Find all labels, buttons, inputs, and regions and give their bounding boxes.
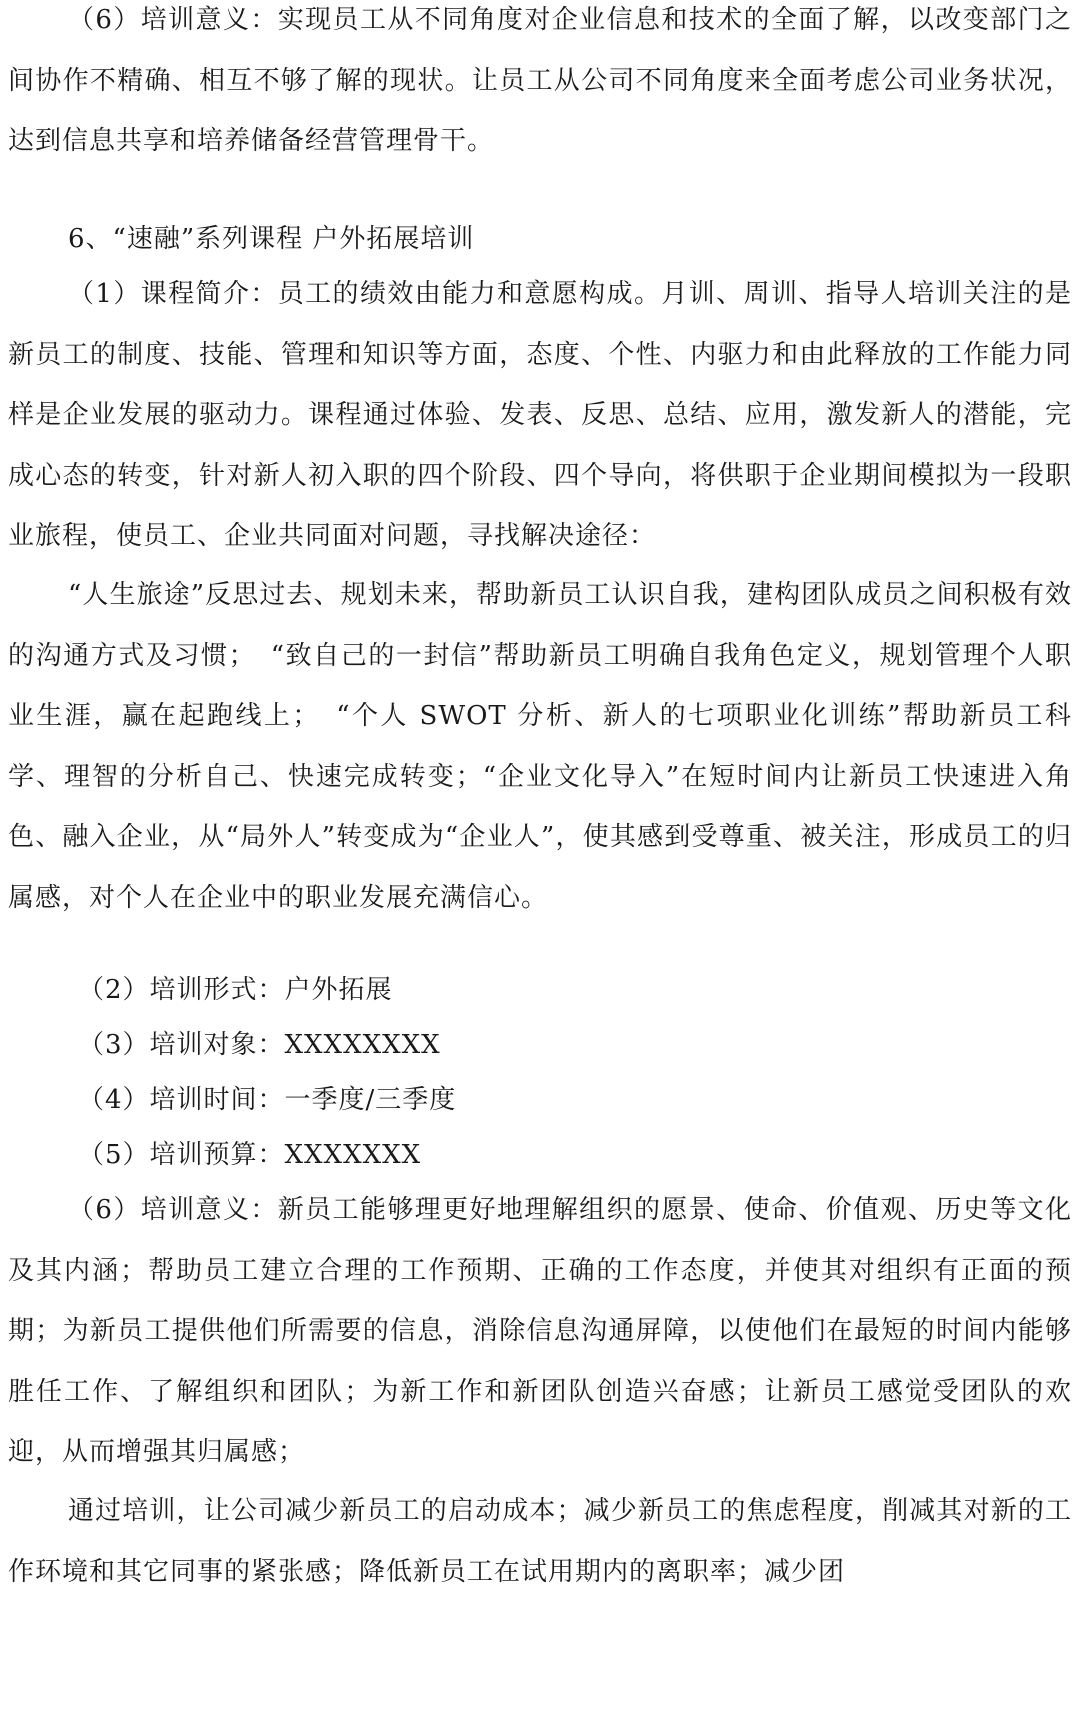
section-heading-outdoor-training: 6、“速融”系列课程 户外拓展培训 [68,224,475,254]
paragraph-course-introduction: （1）课程简介：员工的绩效由能力和意愿构成。月训、周训、指导人培训关注的是新员工的制度、技能、管理和知识等方面，态度、个性、内驱力和由此释放的工作能力同样是企业发展的驱动力。课程通过体验、发表、反思、总结、应用，激发新人的潜能，完成心态的转变，针对新人初入职的四个阶段、四个导向，将供职于企业期间模拟为一段职业旅程，使员工、企业共同面对问题，寻找解决途径： [8,279,1072,551]
item-training-time: （4）培训时间：一季度/三季度 [78,1085,457,1115]
paragraph-training-significance: （6）培训意义：新员工能够理更好地理解组织的愿景、使命、价值观、历史等文化及其内涵；帮助员工建立合理的工作预期、正确的工作态度，并使其对组织有正面的预期；为新员工提供他们所需要的信息，消除信息沟通屏障，以使他们在最短的时间内能够胜任工作、了解组织和团队；为新工作和新团队创造兴奋感；让新员工感觉受团队的欢迎，从而增强其归属感； [8,1195,1072,1467]
item-training-budget: （5）培训预算：XXXXXXX [78,1140,422,1170]
paragraph-training-benefits: 通过培训，让公司减少新员工的启动成本；减少新员工的焦虑程度，削减其对新的工作环境和其它同事的紧张感；降低新员工在试用期内的离职率；减少团 [8,1496,1072,1587]
item-training-form: （2）培训形式：户外拓展 [78,975,393,1005]
paragraph-training-significance-previous: （6）培训意义：实现员工从不同角度对企业信息和技术的全面了解，以改变部门之间协作不精确、相互不够了解的现状。让员工从公司不同角度来全面考虑公司业务状况，达到信息共享和培养储备经营管理骨干。 [8,5,1072,156]
item-training-target: （3）培训对象：XXXXXXXX [78,1030,441,1060]
paragraph-course-modules: “人生旅途”反思过去、规划未来，帮助新员工认识自我，建构团队成员之间积极有效的沟通方式及习惯； “致自己的一封信”帮助新员工明确自我角色定义，规划管理个人职业生涯，赢在起跑线上； “个人 SWOT 分析、新人的七项职业化训练”帮助新员工科学、理智的分析自己、快速完成转变；“企业文化导入”在短时间内让新员工快速进入角色、融入企业，从“局外人”转变成为“企业人”，使其感到受尊重、被关注，形成员工的归属感，对个人在企业中的职业发展充满信心。 [8,580,1072,913]
